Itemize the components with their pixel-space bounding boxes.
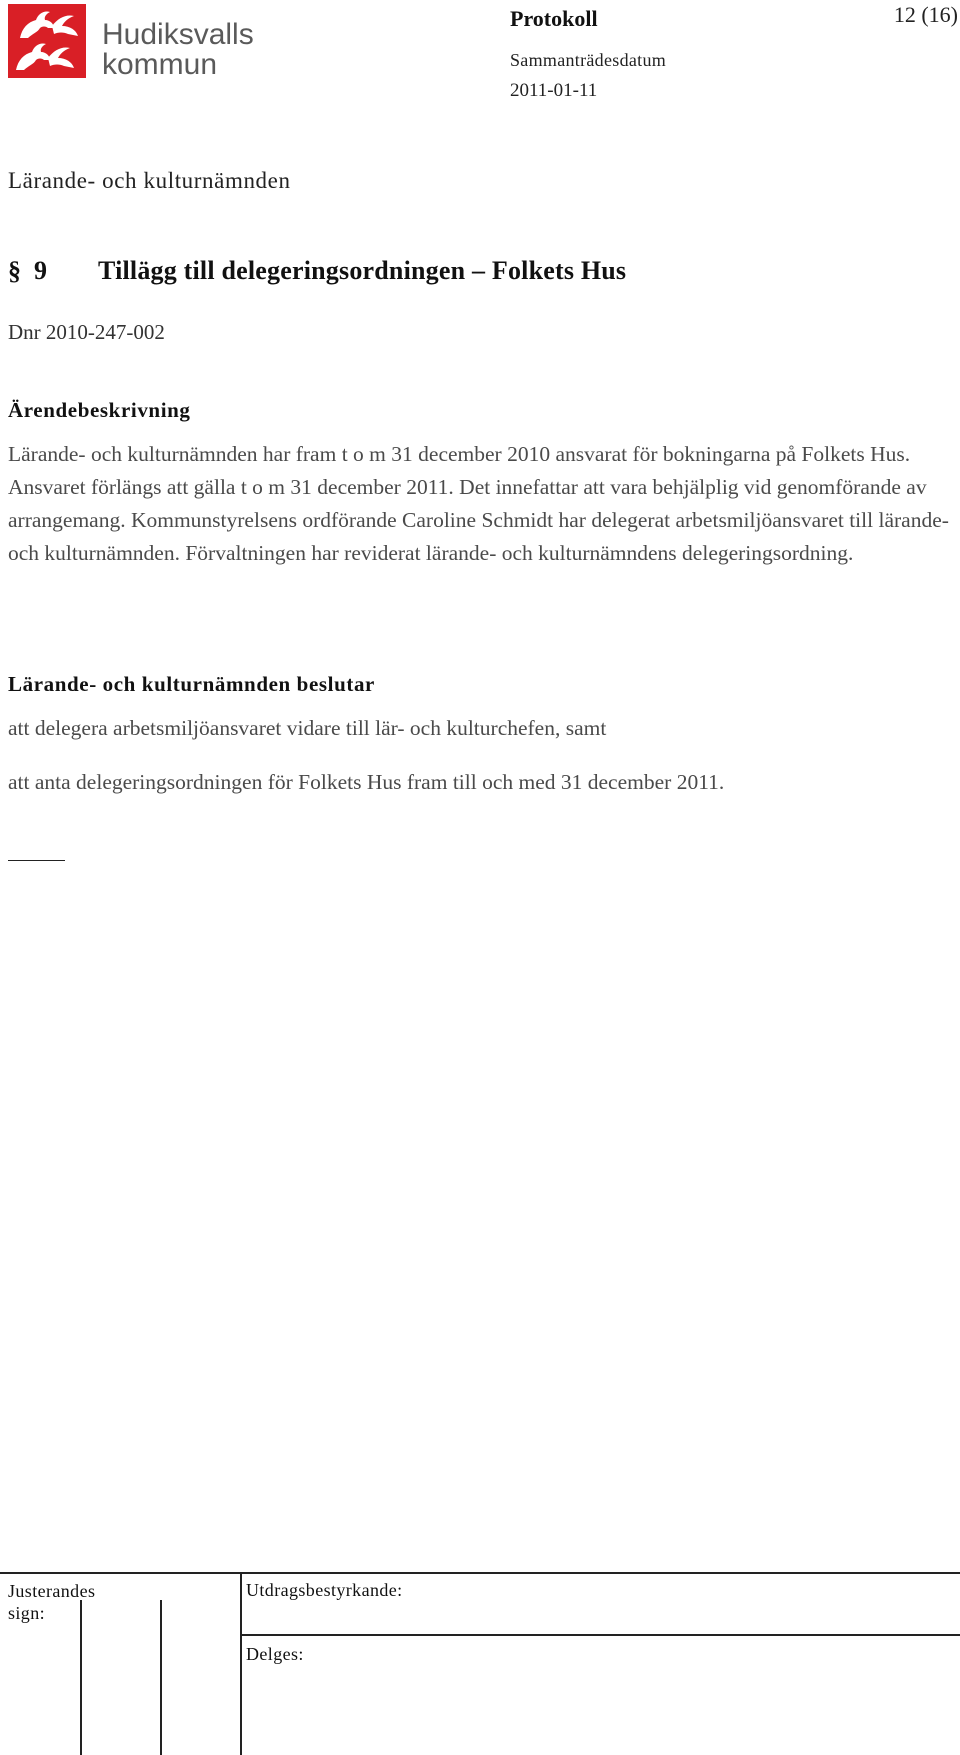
decision-heading: Lärande- och kulturnämnden beslutar [8,672,375,696]
footer-top-rule [0,1572,960,1574]
footer-mid-rule [240,1634,960,1636]
footer-divider-2 [160,1600,162,1755]
meeting-date-label: Sammanträdesdatum [510,50,667,70]
committee-name: Lärande- och kulturnämnden [8,168,291,193]
decision-item-1: att delegera arbetsmiljöansvaret vidare till lär- och kulturchefen, samt [8,716,607,740]
logo-wordmark [102,20,254,80]
utdragsbestyrkande-label: Utdragsbestyrkande: [246,1580,403,1600]
paragraph-title: Tillägg till delegeringsordningen – Folkets Hus [98,256,627,285]
delges-label: Delges: [246,1644,304,1664]
justerandes-line-2: sign: [8,1603,46,1623]
goat-emblem-icon [8,4,86,78]
decision-item-2: att anta delegeringsordningen för Folkets Hus fram till och med 31 december 2011. [8,770,725,794]
document-type-title: Protokoll [510,6,598,31]
justerandes-line-1: Justerandes [8,1581,96,1601]
footer-divider-main [240,1572,242,1755]
paragraph-number: 9 [34,256,48,285]
logo-line-1: Hudiksvalls [102,18,254,51]
meeting-date: 2011-01-11 [510,80,598,101]
description-heading: Ärendebeskrivning [8,398,191,422]
justerandes-label [8,1580,95,1624]
paragraph-heading [8,256,626,286]
page-number: 12 (16) [893,2,958,27]
case-number: Dnr 2010-247-002 [8,320,165,344]
end-rule [8,860,65,861]
description-text: Lärande- och kulturnämnden har fram t o m 31 december 2010 ansvarat för bokningarna på Folkets Hus. Ansvaret förlängs att gälla t o m 31 december 2011. Det innefattar att vara behjälplig vid genomförande av arrangemang. Kommunstyrelsens ordförande Caroline Schmidt har delegerat arbetsmiljöansvaret till lärande- och kulturnämnden. Förvaltningen har reviderat lärande- och kulturnämndens delegeringsordning. [8,442,949,565]
paragraph-symbol: § [8,256,22,285]
signature-footer [0,1572,960,1755]
municipality-logo [8,4,258,81]
logo-line-2: kommun [102,48,218,81]
